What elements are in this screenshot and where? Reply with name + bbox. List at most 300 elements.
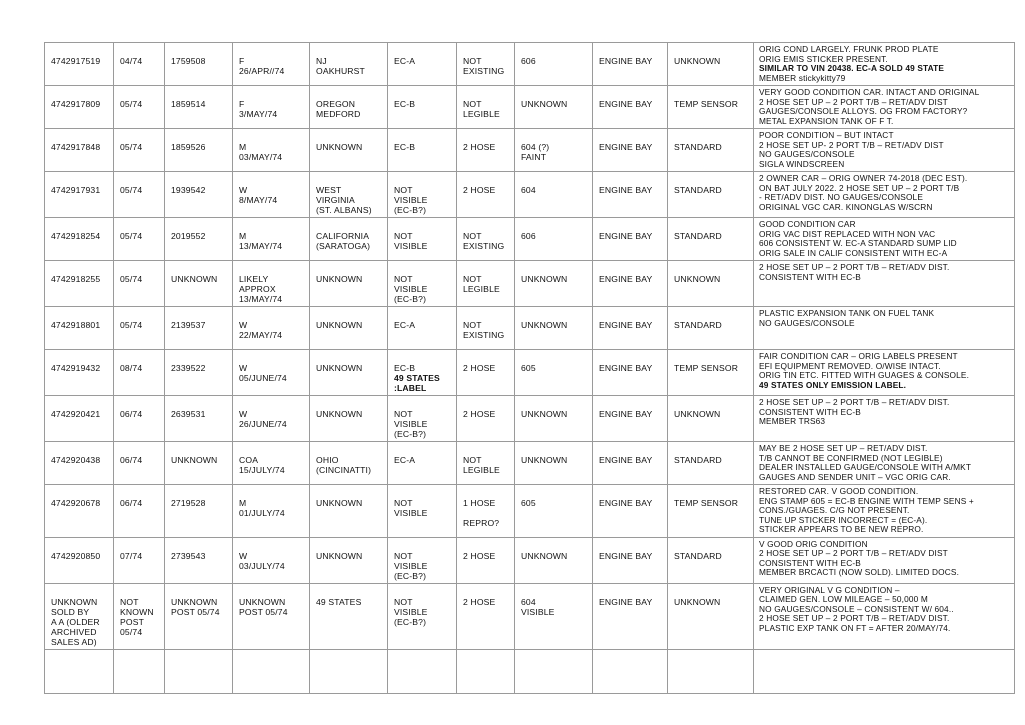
cell-line: LEGIBLE bbox=[463, 109, 500, 119]
cell-line: NO GAUGES/CONSOLE bbox=[759, 317, 855, 328]
cell-line: (SARATOGA) bbox=[316, 241, 371, 251]
cell-line: UNKNOWN bbox=[316, 142, 363, 152]
cell-bay bbox=[593, 537, 668, 583]
cell-line: 4742920850 bbox=[51, 550, 101, 561]
cell-line: TEMP SENSOR bbox=[674, 498, 739, 508]
cell-legible bbox=[457, 261, 515, 307]
cell-build bbox=[233, 172, 310, 218]
cell-date bbox=[114, 172, 165, 218]
cell-line: 3/MAY/74 bbox=[239, 109, 278, 119]
cell-type bbox=[668, 442, 754, 485]
cell-line: OREGON bbox=[316, 99, 356, 109]
cell-line: CONSISTENT WITH EC-B bbox=[759, 557, 861, 568]
cell-line: PLASTIC EXPANSION TANK ON FUEL TANK bbox=[759, 308, 935, 318]
cell-line: MEMBER BRCACTI (NOW SOLD). LIMITED DOCS. bbox=[759, 567, 960, 577]
table-row bbox=[45, 350, 1015, 396]
cell-num bbox=[165, 172, 233, 218]
cell-line: UNKNOWN bbox=[521, 99, 568, 109]
cell-type bbox=[668, 218, 754, 261]
cell-line: GOOD CONDITION CAR bbox=[759, 219, 856, 229]
cell-hose bbox=[515, 43, 593, 86]
cell-line: NOT bbox=[394, 185, 413, 195]
cell-line: EFI EQUIPMENT REMOVED. O/WISE INTACT. bbox=[759, 360, 941, 371]
cell-line: EC-B bbox=[394, 142, 416, 152]
cell-ec bbox=[388, 583, 457, 649]
cell-notes bbox=[754, 350, 1015, 396]
cell-line: W bbox=[239, 320, 248, 330]
cell-line: UNKNOWN bbox=[674, 409, 721, 419]
cell-line: ENGINE BAY bbox=[599, 231, 653, 241]
cell-line: EC-A bbox=[394, 455, 416, 465]
cell-ec bbox=[388, 129, 457, 172]
cell-line: 1 HOSE bbox=[463, 498, 496, 508]
cell-empty bbox=[457, 649, 515, 693]
cell-line: SALES AD) bbox=[51, 636, 97, 647]
cell-build bbox=[233, 261, 310, 307]
cell-line: NOT bbox=[394, 274, 413, 284]
cell-line: KNOWN bbox=[120, 606, 154, 617]
cell-date bbox=[114, 396, 165, 442]
cell-type bbox=[668, 396, 754, 442]
cell-ec bbox=[388, 396, 457, 442]
cell-line: W bbox=[239, 409, 248, 419]
cell-line: 49 STATES ONLY EMISSION LABEL. bbox=[759, 379, 907, 390]
cell-line: STANDARD bbox=[674, 142, 722, 152]
cell-line: 05/74 bbox=[120, 99, 143, 109]
cell-date bbox=[114, 307, 165, 350]
cell-line: FAINT bbox=[521, 152, 547, 162]
cell-line: 13/MAY/74 bbox=[239, 294, 283, 304]
cell-bay bbox=[593, 129, 668, 172]
cell-type bbox=[668, 307, 754, 350]
cell-line: UNKNOWN bbox=[171, 455, 218, 465]
cell-line: CONS./GUAGES. C/G NOT PRESENT. bbox=[759, 505, 910, 515]
cell-vin bbox=[45, 172, 114, 218]
cell-line: 2019552 bbox=[171, 231, 206, 241]
cell-ec bbox=[388, 43, 457, 86]
cell-legible bbox=[457, 485, 515, 538]
cell-line: SOLD BY bbox=[51, 606, 90, 617]
cell-line: 07/74 bbox=[120, 550, 143, 561]
cell-line: M bbox=[239, 498, 247, 508]
cell-num bbox=[165, 350, 233, 396]
cell-line: ENGINE BAY bbox=[599, 550, 653, 561]
cell-empty bbox=[165, 649, 233, 693]
cell-hose bbox=[515, 485, 593, 538]
cell-num bbox=[165, 86, 233, 129]
cell-line: CLAIMED GEN. LOW MILEAGE – 50,000 M bbox=[759, 594, 928, 604]
cell-legible bbox=[457, 129, 515, 172]
cell-line: EC-A bbox=[394, 320, 416, 330]
cell-line: VISIBLE bbox=[394, 241, 428, 251]
cell-build bbox=[233, 218, 310, 261]
cell-line: 08/74 bbox=[120, 363, 143, 373]
cell-location bbox=[310, 485, 388, 538]
cell-build bbox=[233, 129, 310, 172]
cell-line: VISIBLE bbox=[394, 560, 428, 571]
cell-num bbox=[165, 218, 233, 261]
cell-line: UNKNOWN bbox=[316, 498, 363, 508]
cell-bay bbox=[593, 218, 668, 261]
cell-line: 2 HOSE SET UP – 2 PORT T/B – RET/ADV DIST. bbox=[759, 397, 950, 407]
cell-build bbox=[233, 442, 310, 485]
cell-line: 2 HOSE bbox=[463, 185, 496, 195]
table-row bbox=[45, 86, 1015, 129]
cell-num bbox=[165, 537, 233, 583]
cell-bay bbox=[593, 485, 668, 538]
cell-type bbox=[668, 261, 754, 307]
cell-line: 01/JULY/74 bbox=[239, 508, 285, 518]
cell-notes bbox=[754, 442, 1015, 485]
cell-line: 2139537 bbox=[171, 320, 206, 330]
cell-notes bbox=[754, 261, 1015, 307]
cell-line: NOT bbox=[463, 99, 482, 109]
cell-line: 2739543 bbox=[171, 550, 206, 561]
cell-bay bbox=[593, 43, 668, 86]
cell-line: EC-A bbox=[394, 56, 416, 66]
cell-line: 2 HOSE SET UP- 2 PORT T/B – RET/ADV DIST bbox=[759, 139, 944, 150]
table-row bbox=[45, 129, 1015, 172]
cell-line: NOT bbox=[394, 550, 413, 561]
cell-line: MEDFORD bbox=[316, 109, 361, 119]
cell-line: (CINCINATTI) bbox=[316, 465, 372, 475]
cell-line: NOT bbox=[463, 455, 482, 465]
cell-num bbox=[165, 485, 233, 538]
cell-line: ENGINE BAY bbox=[599, 455, 653, 465]
cell-location bbox=[310, 218, 388, 261]
table-row bbox=[45, 261, 1015, 307]
table-row bbox=[45, 583, 1015, 649]
cell-legible bbox=[457, 396, 515, 442]
cell-empty bbox=[114, 649, 165, 693]
cell-line: 604 bbox=[521, 596, 536, 607]
cell-num bbox=[165, 43, 233, 86]
cell-hose bbox=[515, 129, 593, 172]
cell-line: M bbox=[239, 142, 247, 152]
cell-legible bbox=[457, 172, 515, 218]
cell-vin bbox=[45, 307, 114, 350]
cell-line: (EC-B?) bbox=[394, 294, 427, 304]
cell-vin bbox=[45, 43, 114, 86]
cell-line: 605 bbox=[521, 363, 536, 373]
cell-legible bbox=[457, 86, 515, 129]
cell-line: 06/74 bbox=[120, 498, 143, 508]
cell-bay bbox=[593, 396, 668, 442]
cell-line: UNKNOWN bbox=[674, 56, 721, 66]
cell-line: 22/MAY/74 bbox=[239, 330, 283, 340]
cell-line: 606 bbox=[521, 56, 536, 66]
cell-empty bbox=[233, 649, 310, 693]
cell-line: POST 05/74 bbox=[171, 606, 220, 617]
cell-line: PLASTIC EXP TANK ON FT = AFTER 20/MAY/74. bbox=[759, 622, 951, 633]
cell-hose bbox=[515, 218, 593, 261]
cell-hose bbox=[515, 583, 593, 649]
cell-type bbox=[668, 43, 754, 86]
cell-line: VISIBLE bbox=[394, 419, 428, 429]
table-row bbox=[45, 396, 1015, 442]
table-row bbox=[45, 43, 1015, 86]
cell-line: (EC-B?) bbox=[394, 429, 427, 439]
cell-line: UNKNOWN bbox=[316, 320, 363, 330]
cell-num bbox=[165, 442, 233, 485]
cell-line: VISIBLE bbox=[394, 195, 428, 205]
cell-ec bbox=[388, 218, 457, 261]
cell-type bbox=[668, 129, 754, 172]
cell-line: 4742919432 bbox=[51, 363, 101, 373]
cell-line: 8/MAY/74 bbox=[239, 195, 278, 205]
cell-line: ENGINE BAY bbox=[599, 56, 653, 66]
cell-type bbox=[668, 172, 754, 218]
cell-vin bbox=[45, 442, 114, 485]
cell-line: STICKER APPEARS TO BE NEW REPRO. bbox=[759, 524, 924, 534]
cell-line: CONSISTENT WITH EC-B bbox=[759, 271, 861, 282]
cell-line: (EC-B?) bbox=[394, 616, 427, 627]
cell-line: UNKNOWN bbox=[521, 550, 568, 561]
cell-line: VISIBLE bbox=[394, 508, 428, 518]
cell-notes bbox=[754, 537, 1015, 583]
table-row bbox=[45, 485, 1015, 538]
cell-line: ORIG SALE IN CALIF CONSISTENT WITH EC-A bbox=[759, 247, 948, 258]
cell-line: 2 HOSE bbox=[463, 409, 496, 419]
cell-line: 03/MAY/74 bbox=[239, 152, 283, 162]
cell-line: 15/JULY/74 bbox=[239, 465, 285, 475]
cell-line: ENGINE BAY bbox=[599, 320, 653, 330]
cell-line: ENGINE BAY bbox=[599, 142, 653, 152]
cell-line: CALIFORNIA bbox=[316, 231, 370, 241]
cell-line: GAUGES/CONSOLE ALLOYS. OG FROM FACTORY? bbox=[759, 106, 968, 116]
cell-ec bbox=[388, 172, 457, 218]
cell-line: M bbox=[239, 231, 247, 241]
cell-line: CONSISTENT WITH EC-B bbox=[759, 406, 861, 417]
cell-date bbox=[114, 442, 165, 485]
cell-line: ORIG COND LARGELY. FRUNK PROD PLATE bbox=[759, 44, 939, 54]
cell-line: OHIO bbox=[316, 455, 339, 465]
cell-line: STANDARD bbox=[674, 320, 722, 330]
cell-line: UNKNOWN bbox=[674, 274, 721, 284]
cell-notes bbox=[754, 172, 1015, 218]
cell-line: 2 HOSE bbox=[463, 550, 496, 561]
cell-line: ORIG EMIS STICKER PRESENT. bbox=[759, 53, 888, 64]
cell-build bbox=[233, 307, 310, 350]
cell-line: LEGIBLE bbox=[463, 284, 500, 294]
table-row bbox=[45, 442, 1015, 485]
cell-build bbox=[233, 485, 310, 538]
cell-line: POOR CONDITION – BUT INTACT bbox=[759, 130, 894, 140]
cell-build bbox=[233, 396, 310, 442]
cell-date bbox=[114, 218, 165, 261]
cell-line: TEMP SENSOR bbox=[674, 99, 739, 109]
cell-location bbox=[310, 307, 388, 350]
cell-line: (EC-B?) bbox=[394, 205, 427, 215]
cell-legible bbox=[457, 43, 515, 86]
cell-line: MEMBER stickykitty79 bbox=[759, 72, 846, 83]
cell-bay bbox=[593, 442, 668, 485]
cell-location bbox=[310, 129, 388, 172]
cell-line: UNKNOWN bbox=[316, 363, 363, 373]
cell-line: UNKNOWN bbox=[239, 596, 286, 607]
cell-vin bbox=[45, 86, 114, 129]
cell-line: UNKNOWN bbox=[674, 596, 721, 607]
cell-location bbox=[310, 350, 388, 396]
cell-line: 49 STATES bbox=[394, 373, 440, 383]
cell-notes bbox=[754, 218, 1015, 261]
cell-line: 26/JUNE/74 bbox=[239, 419, 287, 429]
cell-line: 605 bbox=[521, 498, 536, 508]
cell-line: UNKNOWN bbox=[51, 596, 98, 607]
cell-date bbox=[114, 537, 165, 583]
cell-vin bbox=[45, 583, 114, 649]
cell-type bbox=[668, 537, 754, 583]
cell-line: W bbox=[239, 185, 248, 195]
cell-line: V GOOD ORIG CONDITION bbox=[759, 538, 868, 549]
cell-line: 06/74 bbox=[120, 455, 143, 465]
cell-line: UNKNOWN bbox=[316, 274, 363, 284]
cell-num bbox=[165, 396, 233, 442]
cell-hose bbox=[515, 442, 593, 485]
cell-line: ENGINE BAY bbox=[599, 409, 653, 419]
cell-legible bbox=[457, 307, 515, 350]
cell-line: 2 HOSE bbox=[463, 596, 496, 607]
cell-line: VISIBLE bbox=[394, 284, 428, 294]
cell-date bbox=[114, 43, 165, 86]
cell-notes bbox=[754, 43, 1015, 86]
cell-line: T/B CANNOT BE CONFIRMED (NOT LEGIBLE) bbox=[759, 452, 943, 463]
cell-line bbox=[463, 508, 509, 518]
cell-line: VISIBLE bbox=[521, 606, 555, 617]
cell-empty bbox=[668, 649, 754, 693]
cell-line: NOT bbox=[394, 498, 413, 508]
cell-line: UNKNOWN bbox=[316, 550, 363, 561]
cell-legible bbox=[457, 218, 515, 261]
cell-hose bbox=[515, 350, 593, 396]
cell-line: TUNE UP STICKER INCORRECT = (EC-A). bbox=[759, 514, 928, 525]
cell-line: UNKNOWN bbox=[171, 596, 218, 607]
cell-line: STANDARD bbox=[674, 550, 722, 561]
cell-line: VIRGINIA bbox=[316, 195, 355, 205]
cell-location bbox=[310, 537, 388, 583]
cell-hose bbox=[515, 86, 593, 129]
cell-ec bbox=[388, 350, 457, 396]
cell-empty bbox=[754, 649, 1015, 693]
cell-line: EXISTING bbox=[463, 241, 505, 251]
cell-date bbox=[114, 485, 165, 538]
cell-line: 604 bbox=[521, 185, 536, 195]
cell-line: ON BAT JULY 2022. 2 HOSE SET UP – 2 PORT T/B bbox=[759, 182, 960, 193]
cell-bay bbox=[593, 350, 668, 396]
cell-line: WEST bbox=[316, 185, 342, 195]
cell-line: 4742918801 bbox=[51, 320, 101, 330]
cell-line: NOT bbox=[120, 596, 139, 607]
cell-line: 4742917931 bbox=[51, 185, 101, 195]
cell-line: APPROX bbox=[239, 284, 276, 294]
cell-empty bbox=[310, 649, 388, 693]
cell-ec bbox=[388, 442, 457, 485]
cell-notes bbox=[754, 583, 1015, 649]
cell-line: UNKNOWN bbox=[521, 455, 568, 465]
cell-line: VERY ORIGINAL V G CONDITION – bbox=[759, 584, 900, 595]
cell-line: 2639531 bbox=[171, 409, 206, 419]
cell-line: MEMBER TRS63 bbox=[759, 416, 826, 426]
cell-legible bbox=[457, 442, 515, 485]
cell-line: METAL EXPANSION TANK OF F T. bbox=[759, 115, 894, 126]
cell-line: DEALER INSTALLED GAUGE/CONSOLE WITH A/MKT bbox=[759, 462, 972, 472]
cell-line: NOT bbox=[394, 231, 413, 241]
cell-line: REPRO? bbox=[463, 518, 500, 528]
cell-ec bbox=[388, 537, 457, 583]
cell-line: STANDARD bbox=[674, 185, 722, 195]
cell-line: 04/74 bbox=[120, 56, 143, 66]
cell-num bbox=[165, 129, 233, 172]
cell-notes bbox=[754, 129, 1015, 172]
cell-line: ENGINE BAY bbox=[599, 274, 653, 284]
cell-line: 4742920678 bbox=[51, 498, 101, 508]
cell-line: - RET/ADV DIST. NO GAUGES/CONSOLE bbox=[759, 192, 924, 202]
cell-line: UNKNOWN bbox=[521, 409, 568, 419]
cell-line: 05/JUNE/74 bbox=[239, 373, 287, 383]
cell-line: EC-B bbox=[394, 99, 416, 109]
cell-line: (EC-B?) bbox=[394, 570, 427, 581]
cell-empty bbox=[45, 649, 114, 693]
cell-type bbox=[668, 350, 754, 396]
cell-line: 49 STATES bbox=[316, 596, 362, 607]
cell-notes bbox=[754, 485, 1015, 538]
cell-hose bbox=[515, 261, 593, 307]
cell-vin bbox=[45, 485, 114, 538]
cell-line: VERY GOOD CONDITION CAR. INTACT AND ORIGINAL bbox=[759, 87, 980, 97]
cell-line: W bbox=[239, 363, 248, 373]
cell-line: NOT bbox=[463, 274, 482, 284]
cell-line: SIGLA WINDSCREEN bbox=[759, 158, 845, 169]
cell-line: ENGINE BAY bbox=[599, 99, 653, 109]
cell-ec bbox=[388, 485, 457, 538]
cell-line: 4742918255 bbox=[51, 274, 101, 284]
cell-line: ENGINE BAY bbox=[599, 498, 653, 508]
cell-vin bbox=[45, 350, 114, 396]
cell-vin bbox=[45, 537, 114, 583]
cell-build bbox=[233, 350, 310, 396]
cell-line: EXISTING bbox=[463, 330, 505, 340]
cell-line: COA bbox=[239, 455, 259, 465]
cell-line: POST 05/74 bbox=[239, 606, 288, 617]
cell-num bbox=[165, 261, 233, 307]
cell-line: 2 HOSE SET UP – 2 PORT T/B – RET/ADV DIST bbox=[759, 96, 948, 107]
cell-line: 05/74 bbox=[120, 231, 143, 241]
cell-line: 4742918254 bbox=[51, 231, 101, 241]
cell-location bbox=[310, 86, 388, 129]
cell-line: LIKELY bbox=[239, 274, 269, 284]
cell-line: A A (OLDER bbox=[51, 616, 100, 627]
cell-line: POST bbox=[120, 616, 144, 627]
cell-date bbox=[114, 350, 165, 396]
cell-line: 13/MAY/74 bbox=[239, 241, 283, 251]
cell-line: 26/APR//74 bbox=[239, 66, 285, 76]
cell-line: 05/74 bbox=[120, 320, 143, 330]
cell-line: ORIGINAL VGC CAR. KINONGLAS W/SCRN bbox=[759, 201, 933, 212]
cell-location bbox=[310, 172, 388, 218]
cell-line: 1859526 bbox=[171, 142, 206, 152]
table-row bbox=[45, 172, 1015, 218]
cell-type bbox=[668, 86, 754, 129]
cell-line: NO GAUGES/CONSOLE – CONSISTENT W/ 604.. bbox=[759, 603, 954, 614]
cell-empty bbox=[515, 649, 593, 693]
cell-notes bbox=[754, 307, 1015, 350]
cell-location bbox=[310, 261, 388, 307]
cell-line: ENGINE BAY bbox=[599, 363, 653, 373]
cell-legible bbox=[457, 537, 515, 583]
cell-line: 2 HOSE SET UP – 2 PORT T/B – RET/ADV DIST bbox=[759, 548, 948, 558]
cell-notes bbox=[754, 396, 1015, 442]
cell-build bbox=[233, 537, 310, 583]
